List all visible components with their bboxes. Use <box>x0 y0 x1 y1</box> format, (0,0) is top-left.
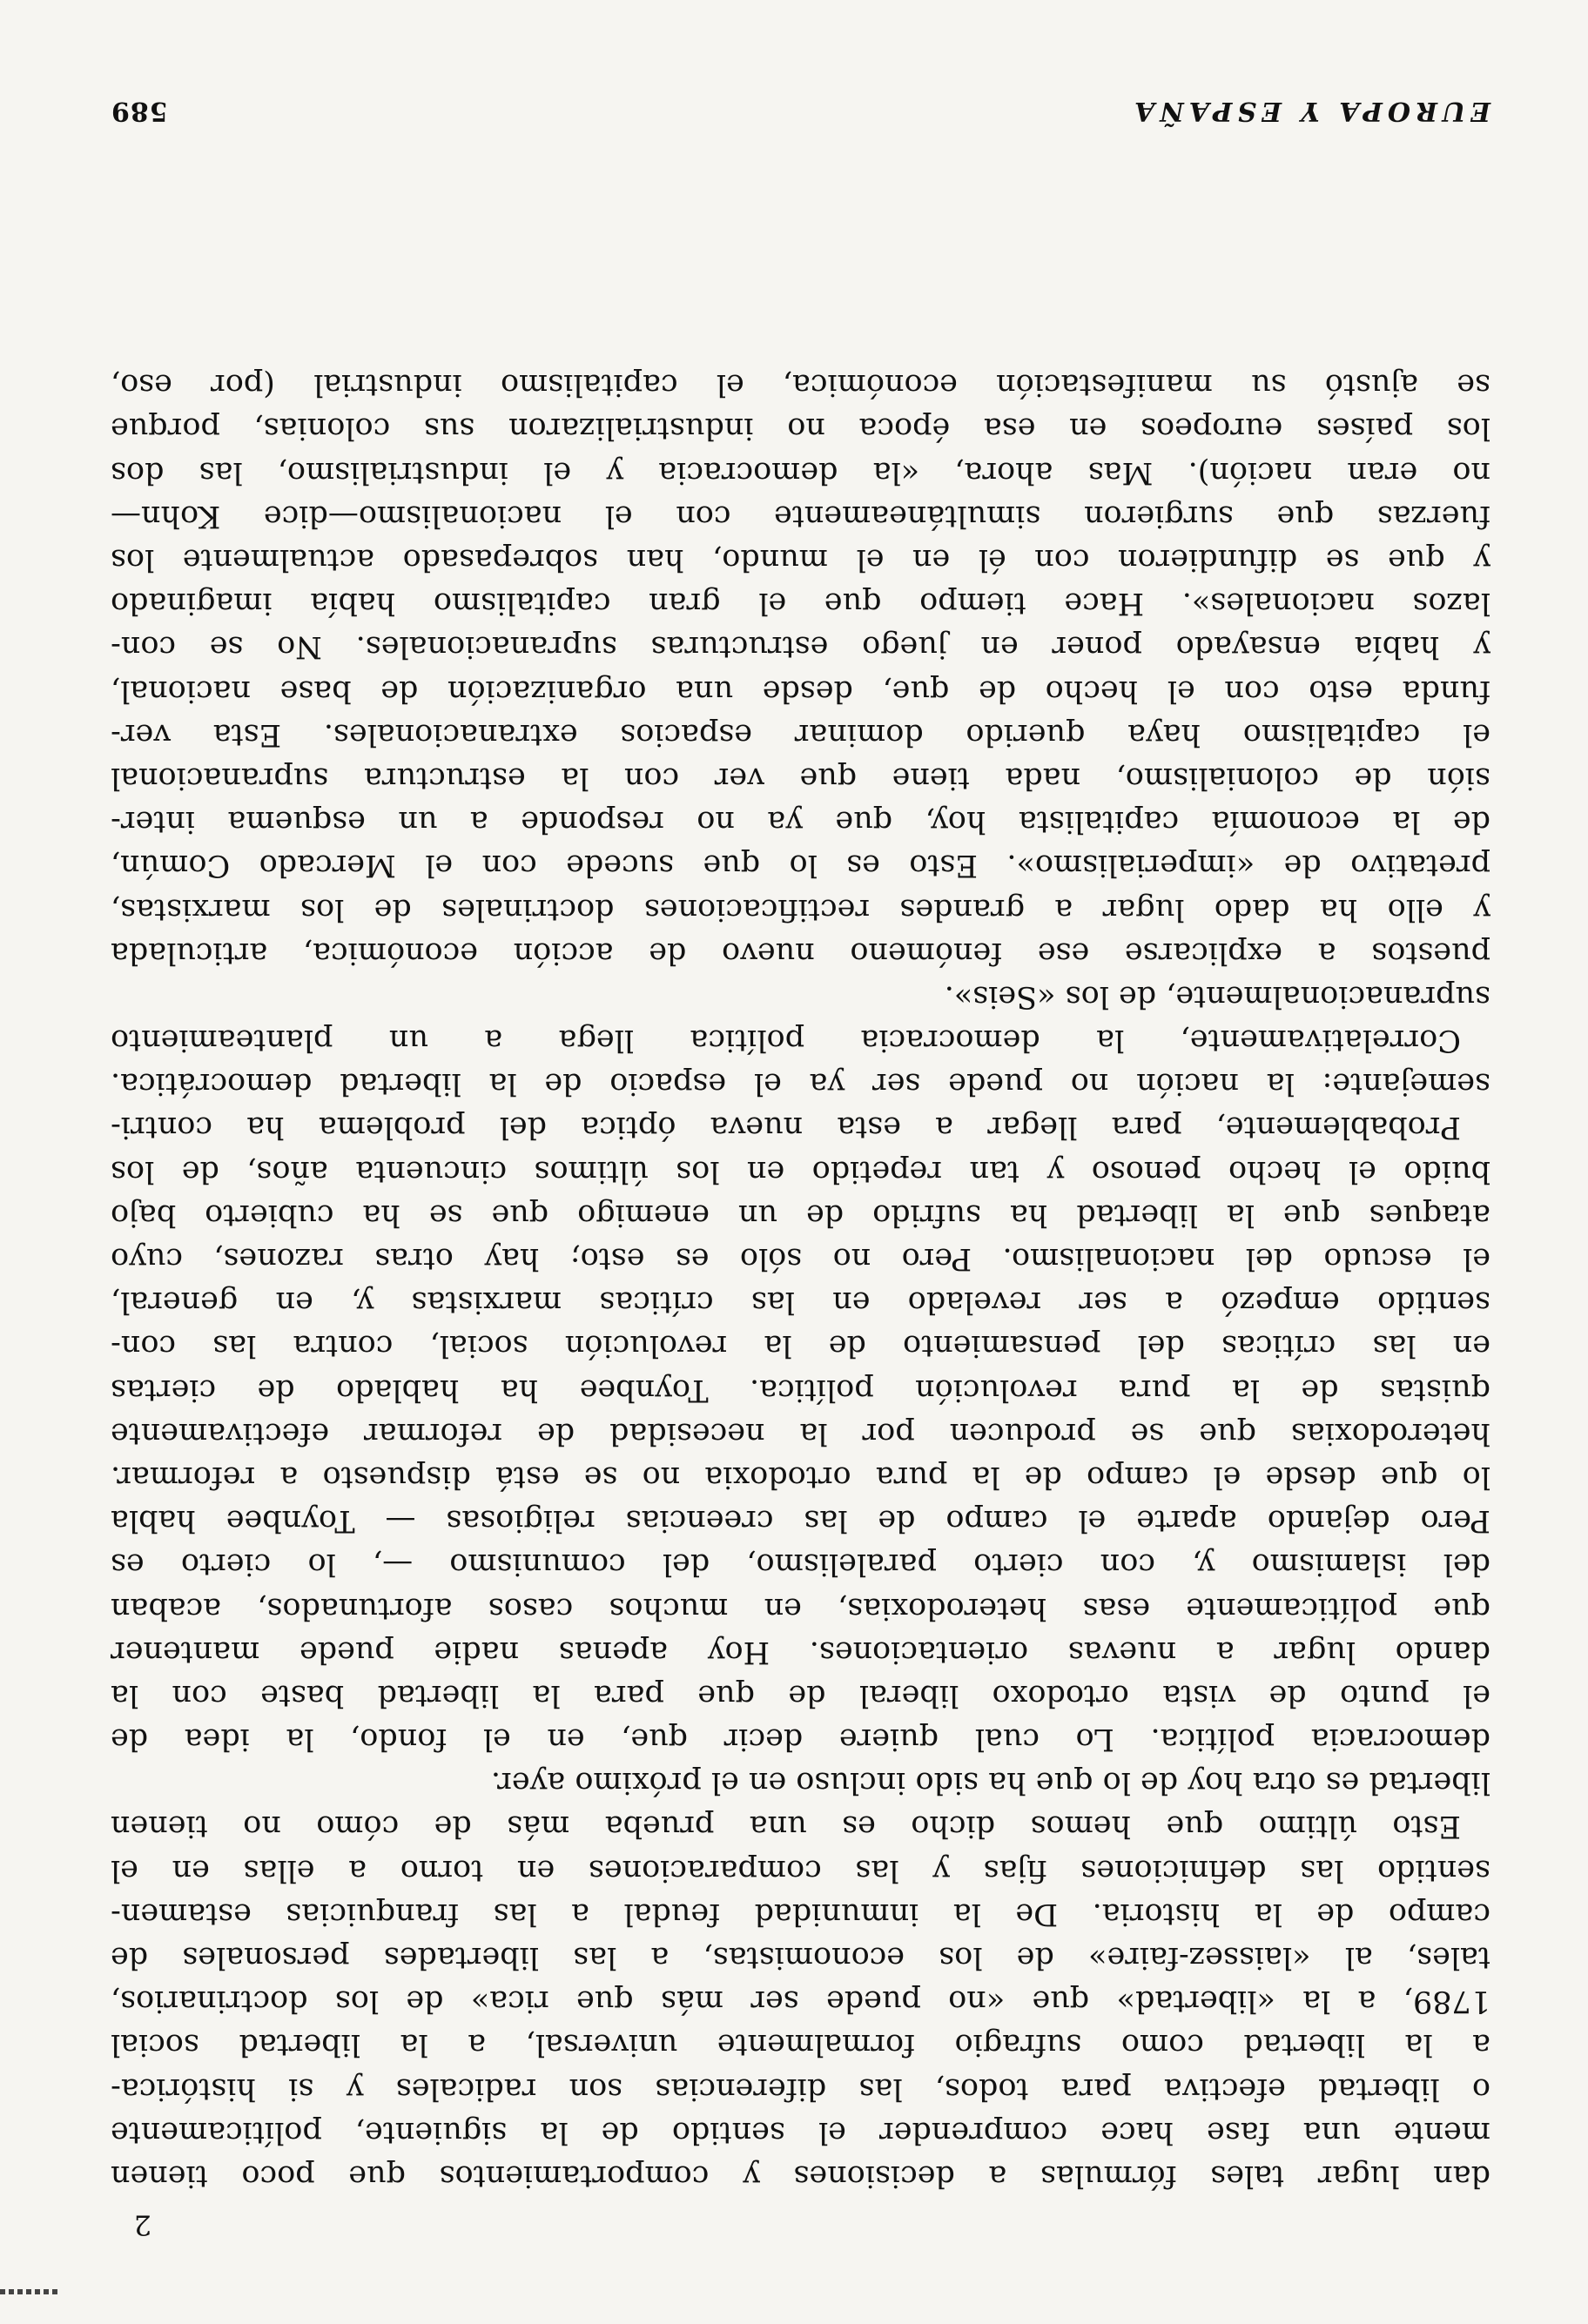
text-line: lo que desde el campo de la pura ortodoxia no se está dispuesto a reformar. <box>111 1460 1490 1494</box>
text-line: semejante: la nación no puede ser ya el espacio de la libertad democrática. <box>111 1066 1490 1102</box>
footer-page-number: 2 <box>133 2208 151 2241</box>
text-line: quistas de la pura revolución política. Toynbee ha hablado de ciertas <box>111 1372 1490 1407</box>
text-line: los países europeos en esa época no industrializaron sus colonias, porque <box>111 411 1490 447</box>
text-line: fuerzas que surgieron simultáneamente con el nacionalismo—dice Kohn— <box>111 498 1490 534</box>
text-line: sión de colonialismo, nada tiene que ver con la estructura supranacional <box>111 761 1490 796</box>
text-line: a la libertad como sufragio formalmente universal, a la libertad social <box>111 2027 1490 2063</box>
text-line: y ello ha dado lugar a grandes rectificaciones doctrinales de los marxistas, <box>111 891 1490 927</box>
text-line: se ajustó su manifestación económica, el capitalismo industrial (por eso, <box>111 367 1490 403</box>
text-line: lazos nacionales». Hace tiempo que el gran capitalismo había imaginado <box>111 586 1490 621</box>
text-line: libertad es otra hoy de lo que ha sido incluso en el próximo ayer. <box>490 1765 1490 1801</box>
text-line: supranacionalmente, de los «Seis». <box>944 978 1490 1014</box>
text-line: no eran nación). Mas ahora, «la democracia y el industrialismo, las dos <box>111 454 1490 490</box>
text-line: ataques que la libertad ha sufrido de un enemigo que se ha cubierto bajo <box>111 1197 1490 1233</box>
text-line: de la economía capitalista hoy, que ya no responde a un esquema inter- <box>111 804 1490 840</box>
text-line: Probablemente, para llegar a esta nueva óptica del problema ha contri- <box>111 1110 1461 1145</box>
text-line: del islamismo y, con cierto paralelismo, del comunismo —, lo cierto es <box>111 1547 1490 1582</box>
text-line: el escudo del nacionalismo. Pero no sólo es esto; hay otras razones, cuyo <box>111 1241 1490 1277</box>
text-line: y había ensayado poner en juego estructuras supranacionales. No se con- <box>111 629 1490 665</box>
text-line: heterodoxias que se producen por la necesidad de reformar efectivamente <box>111 1415 1490 1451</box>
text-line: en las críticas del pensamiento de la revolución social, contra las con- <box>111 1328 1490 1364</box>
text-line: dando lugar a nuevas orientaciones. Hoy apenas nadie puede mantener <box>111 1634 1490 1669</box>
text-line: Correlativamente, la democracia política llega a un planteamiento <box>111 1023 1461 1058</box>
text-line: funda esto con el hecho de que, desde una organización de base nacional, <box>111 673 1490 709</box>
text-line: Esto último que hemos dicho es una prueba más de cómo no tienen <box>111 1809 1461 1844</box>
text-line: el capitalismo haya querido dominar espacios extranacionales. Esta ver- <box>111 716 1490 752</box>
text-line: puestos a explicarse ese fenómeno nuevo de acción económica, articulada <box>111 935 1490 971</box>
text-line: tales, al «laissez-faire» de los economistas, a las libertades personales de <box>111 1940 1490 1976</box>
text-line: buido el hecho penoso y tan repetido en los últimos cincuenta años, de los <box>111 1153 1490 1189</box>
text-line: pretativo de «imperialismo». Esto es lo que sucede con el Mercado Común, <box>111 848 1490 883</box>
text-line: Pero dejando aparte el campo de las creencias religiosas — Toynbee habla <box>111 1503 1490 1539</box>
text-line: que políticamente esas heterodoxias, en muchos casos afortunados, acaban <box>111 1590 1490 1626</box>
header-title: EUROPA Y ESPAÑA <box>1129 96 1490 126</box>
running-header <box>111 96 1490 126</box>
text-line: el punto de vista ortodoxo liberal de que para la libertad baste con la <box>111 1677 1490 1713</box>
header-page-number: 589 <box>111 96 168 126</box>
text-line: dan lugar tales fórmulas a decisiones y comportamientos que poco tienen <box>111 2159 1490 2193</box>
text-line: o libertad efectiva para todos, las diferencias son radicales y si histórica- <box>111 2071 1490 2106</box>
text-line: sentido empezó a ser revelado en las críticas marxistas y, en general, <box>111 1285 1490 1320</box>
text-line: y que se difundieron con él en el mundo, han sobrepasado actualmente los <box>111 542 1490 578</box>
text-line: mente una fase hace comprender el sentido de la siguiente, políticamente <box>111 2114 1490 2150</box>
text-line: 1789, a la «libertad» que «no puede ser más que rica» de los doctrinarios, <box>111 1984 1490 2019</box>
scan-edge-mark <box>0 2289 61 2294</box>
text-line: sentido las definiciones fijas y las comparaciones en torno a ellas en el <box>111 1852 1490 1888</box>
text-line: democracia política. Lo cual quiere decir que, en el fondo, la idea de <box>111 1722 1490 1757</box>
text-line: campo de la historia. De la inmunidad feudal a las franquicias estamen- <box>111 1896 1490 1931</box>
body-text <box>111 363 1490 2198</box>
